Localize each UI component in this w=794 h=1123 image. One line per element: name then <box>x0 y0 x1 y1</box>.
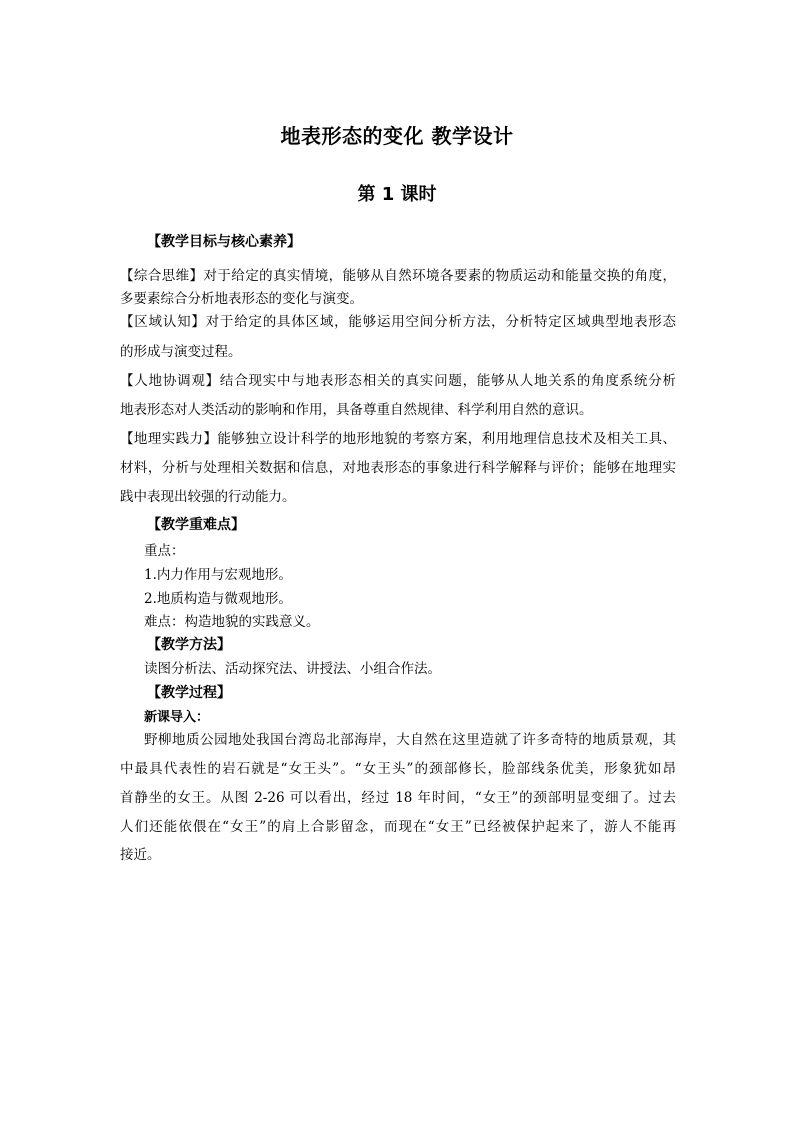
intro-paragraph-line4: 人们还能依偎在“女王”的肩上合影留念，而现在“女王”已经被保护起来了，游人不能再 <box>120 819 676 835</box>
key-point-item-2: 2.地质构造与微观地形。 <box>144 591 292 607</box>
intro-paragraph-line2: 中最具代表性的岩石就是“女王头”。“女王头”的颈部修长，脸部线条优美，形象犹如昂 <box>120 761 676 777</box>
key-point-item-1: 1.内力作用与宏观地形。 <box>144 567 292 583</box>
goal-practice-line3: 践中表现出较强的行动能力。 <box>120 489 296 505</box>
goal-practice-line1: 【地理实践力】能够独立设计科学的地形地貌的考察方案，利用地理信息技术及相关工具、 <box>120 431 676 447</box>
process-heading: 【教学过程】 <box>147 685 231 701</box>
goal-human-earth-line1: 【人地协调观】结合现实中与地表形态相关的真实问题，能够从人地关系的角度系统分析 <box>120 373 676 389</box>
lesson-number: 第 1 课时 <box>357 184 437 205</box>
intro-paragraph-line1: 野柳地质公园地处我国台湾岛北部海岸，大自然在这里造就了许多奇特的地质景观，其 <box>144 732 676 748</box>
method-heading: 【教学方法】 <box>147 637 231 653</box>
goal-regional-cognition-line1: 【区域认知】对于给定的具体区域，能够运用空间分析方法，分析特定区域典型地表形态 <box>120 314 676 330</box>
goals-heading: 【教学目标与核心素养】 <box>147 234 301 250</box>
goal-human-earth-line2: 地表形态对人类活动的影响和作用，具备尊重自然规律、科学利用自然的意识。 <box>120 402 593 418</box>
difficulty-text: 难点：构造地貌的实践意义。 <box>144 614 320 630</box>
goal-practice-line2: 材料，分析与处理相关数据和信息，对地表形态的事象进行科学解释与评价；能够在地理实 <box>120 460 676 476</box>
method-text: 读图分析法、活动探究法、讲授法、小组合作法。 <box>144 661 441 677</box>
document-title: 地表形态的变化 教学设计 <box>280 124 514 148</box>
goal-regional-cognition-line2: 的形成与演变过程。 <box>120 344 242 360</box>
key-points-label: 重点： <box>144 543 185 559</box>
intro-label: 新课导入： <box>144 710 210 725</box>
key-points-heading: 【教学重难点】 <box>147 517 245 533</box>
goal-comprehensive-thinking-line2: 多要素综合分析地表形态的变化与演变。 <box>120 291 363 307</box>
intro-paragraph-line5: 接近。 <box>120 847 161 863</box>
goal-comprehensive-thinking-line1: 【综合思维】对于给定的真实情境，能够从自然环境各要素的物质运动和能量交换的角度， <box>120 268 676 284</box>
intro-paragraph-line3: 首静坐的女王。从图 2-26 可以看出，经过 18 年时间，“女王”的颈部明显变细了。过去 <box>120 790 676 806</box>
